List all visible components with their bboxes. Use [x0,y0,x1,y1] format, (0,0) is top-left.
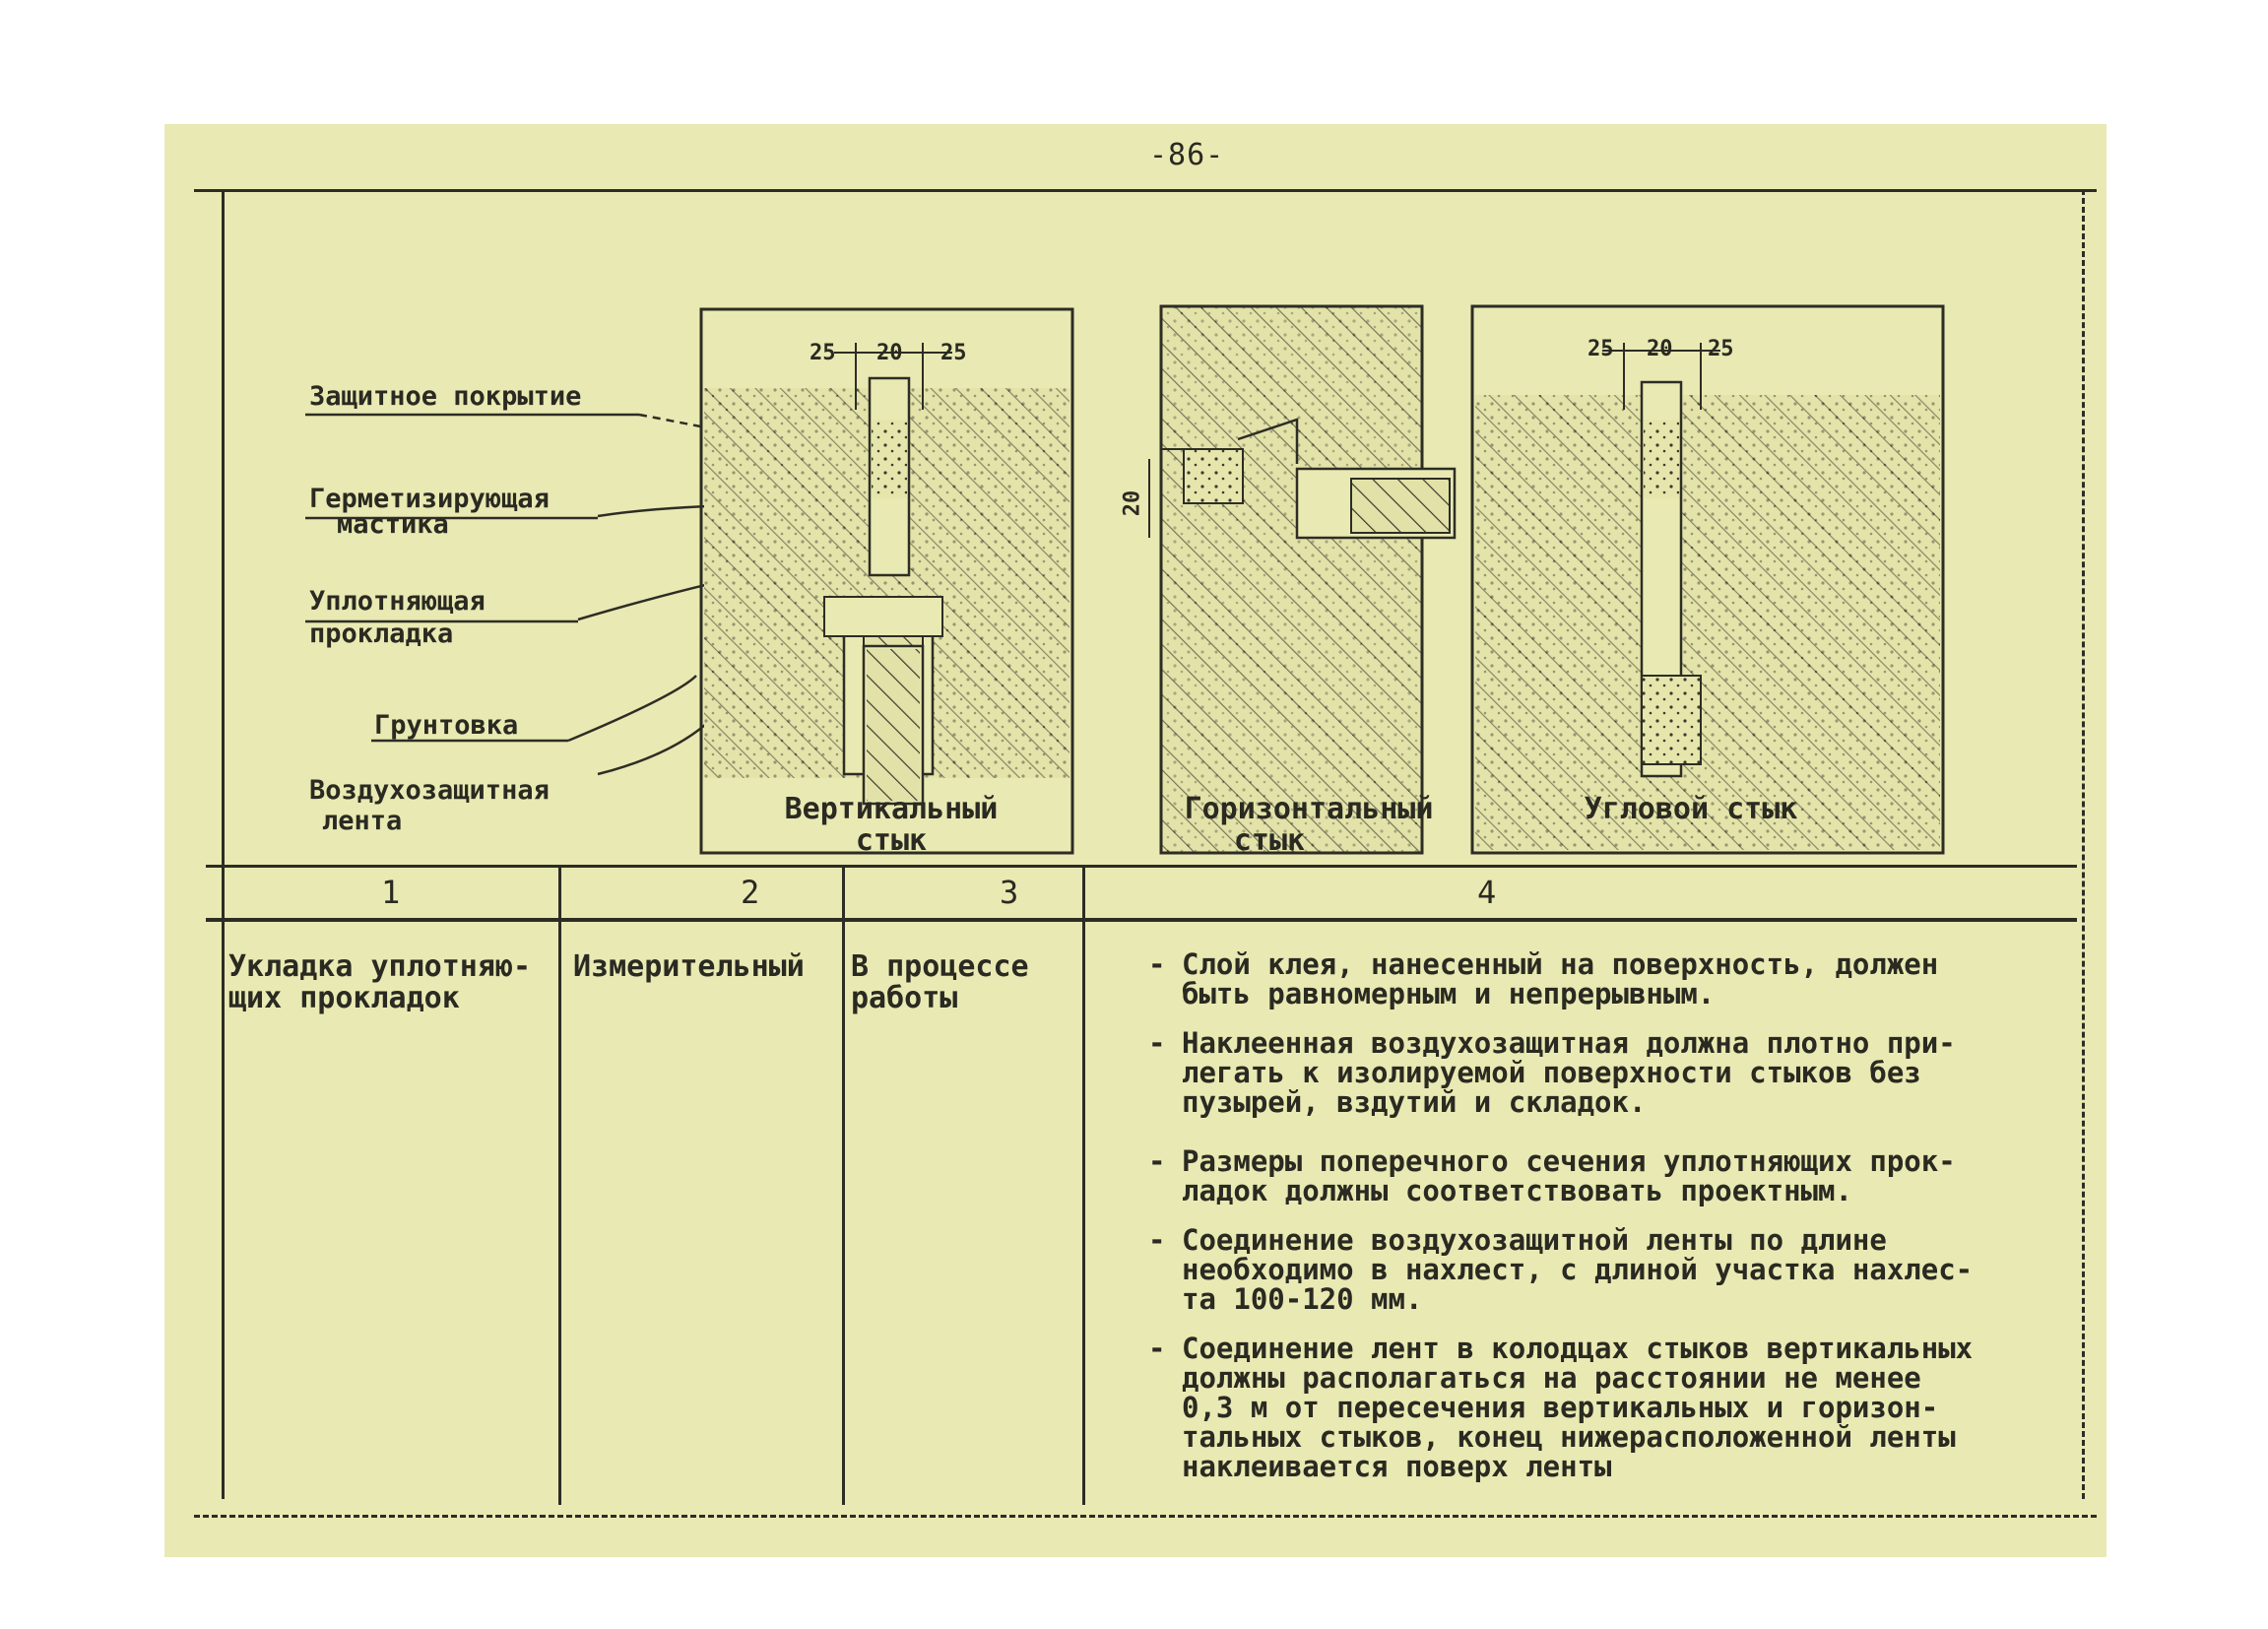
requirement-item: - Соединение лент в колодцах стыков вертикальных должны располагаться на расстоянии не менее 0,3 м от пересечения вертикальных и горизон- тальных стыков, конец нижерасположенной ленты наклеивается поверх ленты [1148,1332,1974,1483]
table-col-divider-2 [842,865,845,1505]
cell-control-method: Измерительный [573,949,805,984]
label-tape-line1: Воздухозащитная [309,775,550,806]
vertical-joint-drawing [701,309,1072,853]
table-header-3: 3 [1000,874,1019,911]
horizontal-dim-side: 20 [1120,489,1145,517]
vertical-dim-right: 25 [940,341,967,365]
horizontal-joint-drawing [1149,306,1455,853]
caption-vertical-line1: Вертикальный [784,792,999,826]
table-header-4: 4 [1477,874,1497,911]
table-col-divider-1 [558,865,561,1505]
label-gasket-line1: Уплотняющая [309,586,486,617]
table-col-divider-3 [1082,865,1085,1505]
caption-vertical-line2: стык [855,823,928,858]
vertical-dim-mid: 20 [876,341,903,365]
page-number: -86- [1149,138,1225,172]
label-sealant-line1: Герметизирующая [309,484,550,514]
corner-joint-drawing [1472,306,1943,853]
frame-bottom-line [194,1515,2097,1518]
label-sealant-line2: мастика [337,509,449,540]
caption-horizontal-line1: Горизонтальный [1184,792,1434,826]
cell-operation-line1: Укладка уплотняю- [228,949,532,984]
requirement-item: - Размеры поперечного сечения уплотняющих прок- ладок должны соответствовать проектным. [1148,1144,1956,1207]
document-sheet [164,124,2106,1557]
corner-dim-right: 25 [1708,337,1734,361]
requirement-item: - Слой клея, нанесенный на поверхность, должен быть равномерным и непрерывным. [1148,947,1939,1010]
corner-dim-left: 25 [1588,337,1614,361]
label-protective-coating: Защитное покрытие [309,381,582,412]
cell-timing-line2: работы [851,981,958,1015]
table-header-line [206,918,2077,922]
table-header-2: 2 [741,874,760,911]
caption-horizontal-line2: стык [1233,823,1306,858]
requirement-item: - Наклеенная воздухозащитная должна плотно при- легать к изолируемой поверхности стыков без пузырей, вздутий и складок. [1148,1026,1956,1119]
cell-timing-line1: В процессе [851,949,1029,984]
vertical-dim-left: 25 [810,341,836,365]
requirement-item: - Соединение воздухозащитной ленты по длине необходимо в нахлест, с длиной участка нахлес- та 100-120 мм. [1148,1223,1974,1316]
table-header-1: 1 [381,874,401,911]
corner-dim-mid: 20 [1647,337,1673,361]
cell-operation-line2: щих прокладок [228,981,460,1015]
label-gasket-line2: прокладка [309,619,454,649]
label-tape-line2: лента [322,806,403,836]
label-primer: Грунтовка [374,710,519,741]
caption-corner: Угловой стык [1584,792,1798,826]
table-top-line [206,865,2077,868]
